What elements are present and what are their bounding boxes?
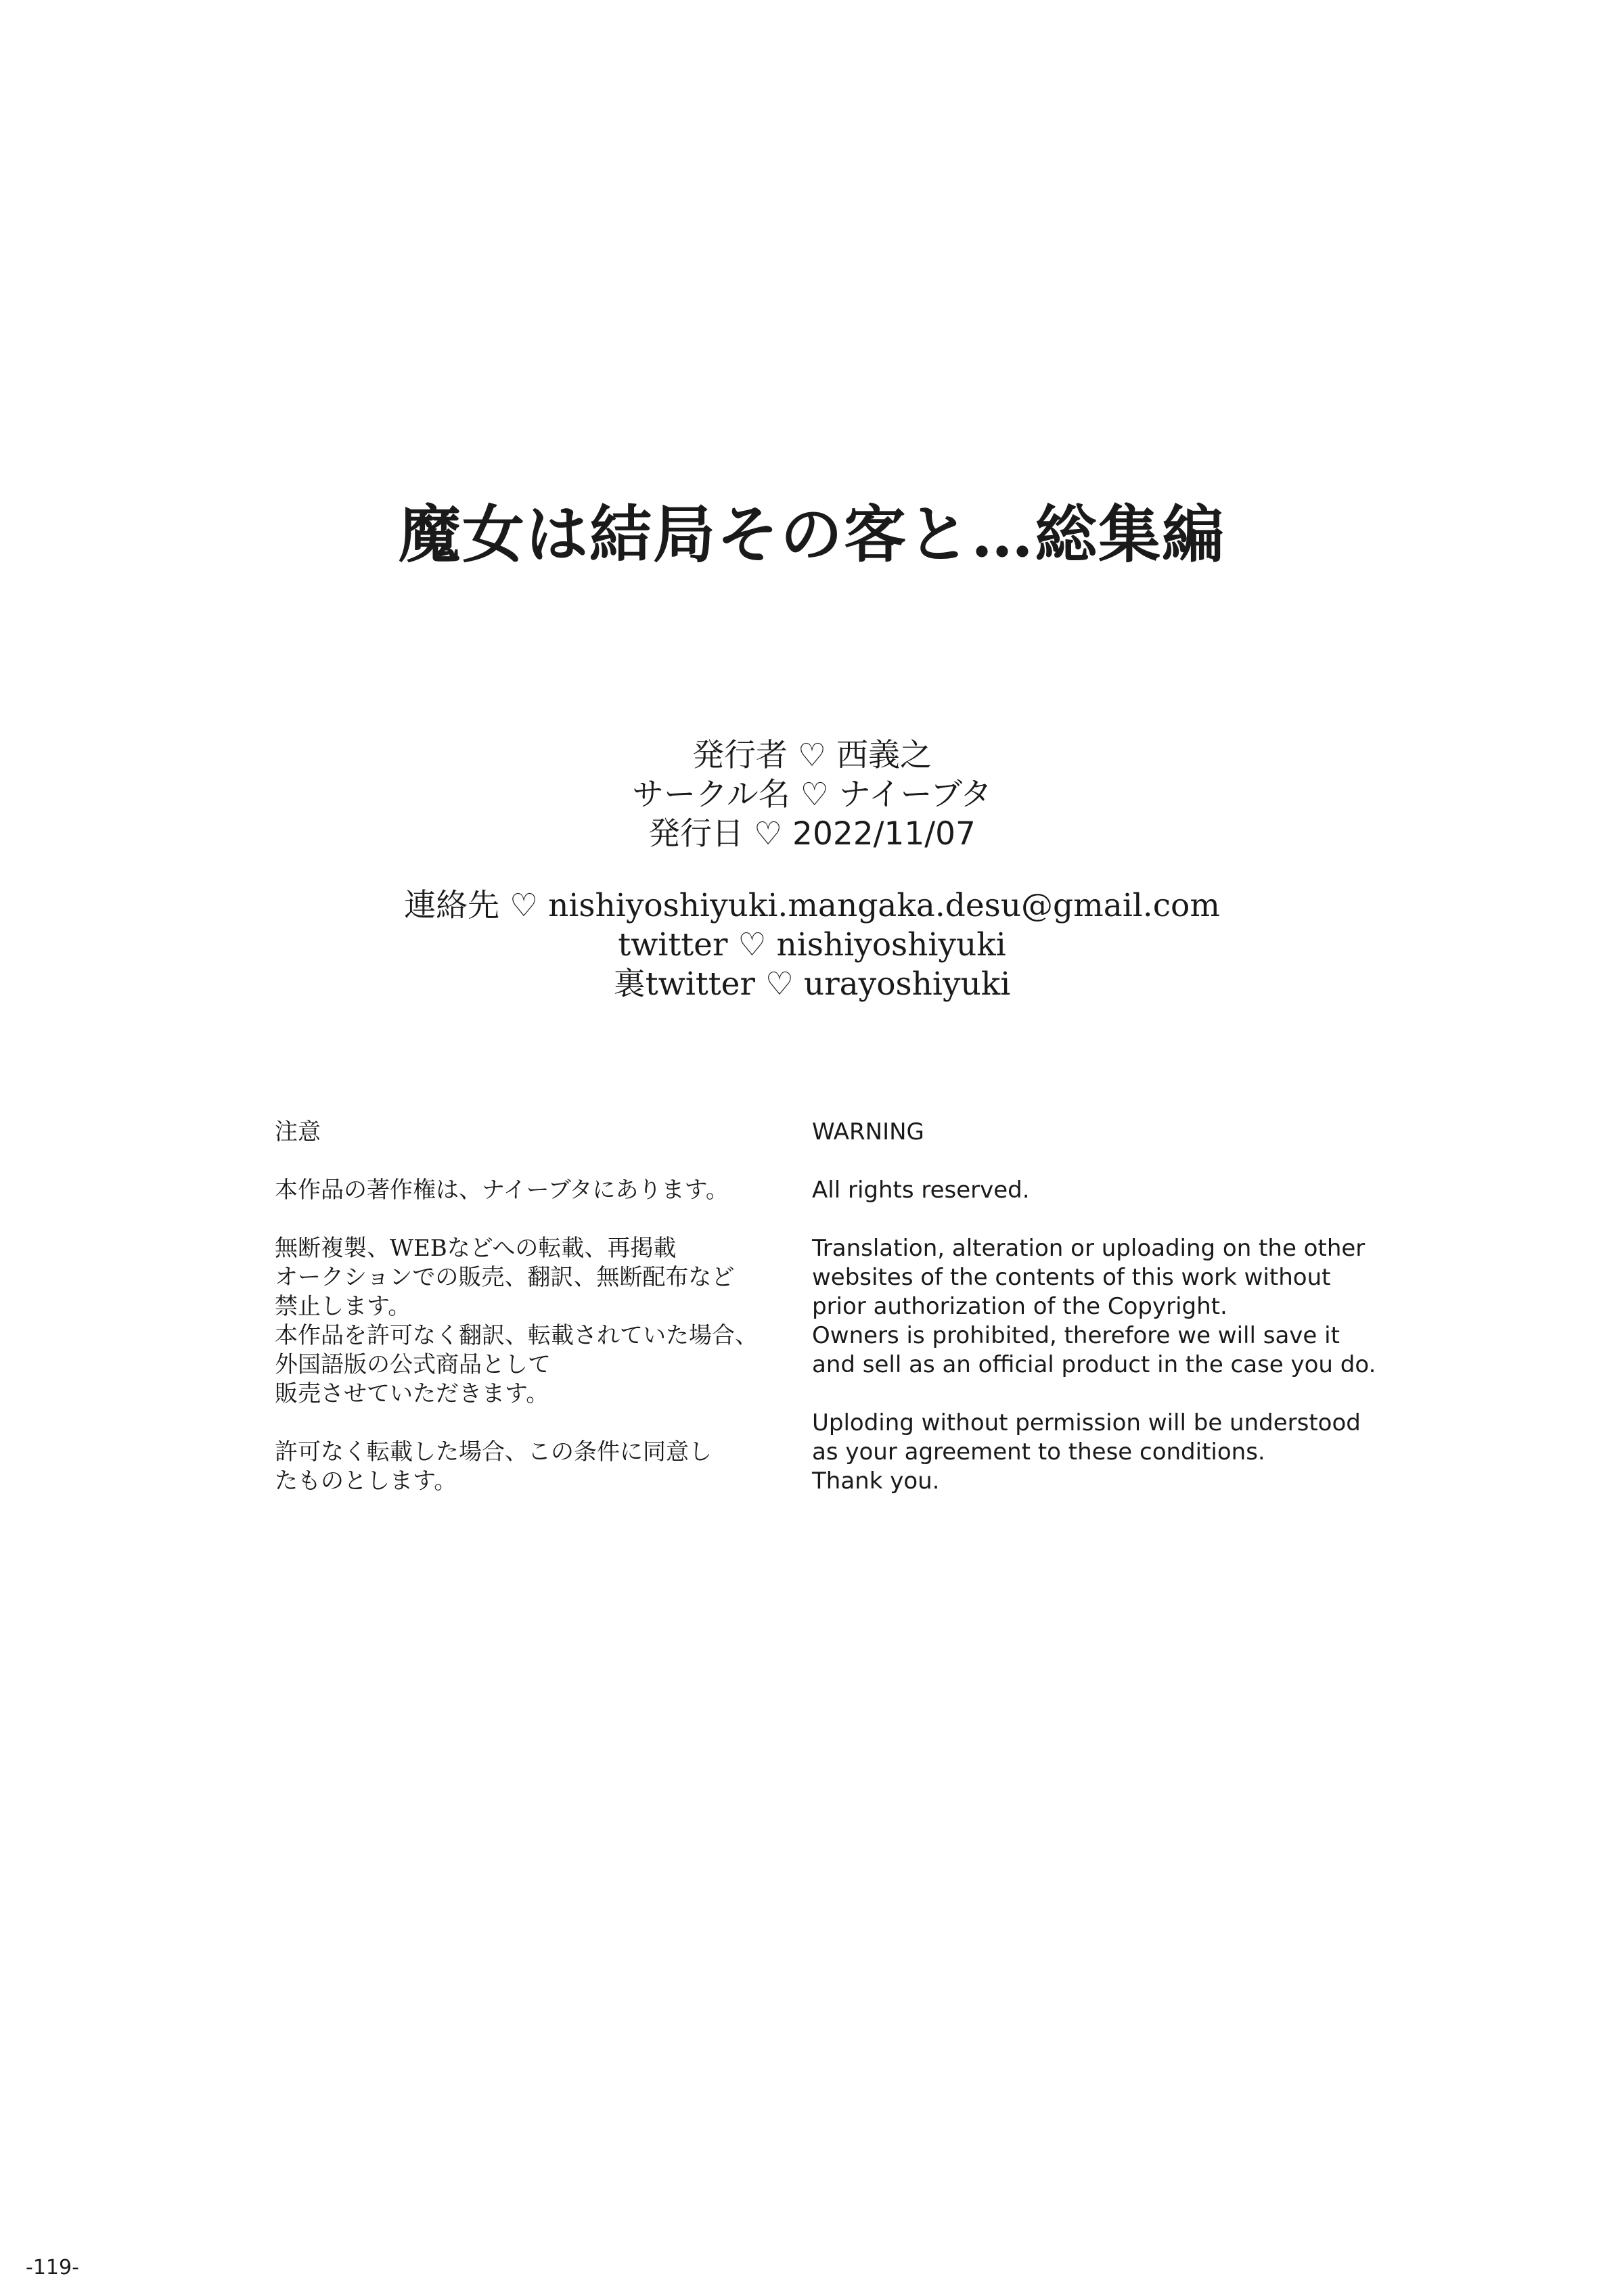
twitter-line: twitter ♡ nishiyoshiyuki (618, 926, 1006, 963)
notice-en-line: prior authorization of the Copyright. (812, 1293, 1227, 1320)
notice-ja-line: 無断複製、WEBなどへの転載、再掲載 (275, 1235, 677, 1262)
notice-en-heading: WARNING (812, 1118, 924, 1145)
notice-ja-paragraph-1 (275, 1176, 775, 1205)
notice-en-line: Owners is prohibited, therefore we will save it (812, 1322, 1340, 1349)
notice-ja-heading: 注意 (275, 1118, 321, 1145)
notice-en-paragraph-1 (812, 1176, 1421, 1205)
notice-ja-line: 禁止します。 (275, 1293, 411, 1320)
notice-en-line: Thank you. (812, 1468, 940, 1495)
notice-en-line: websites of the contents of this work without (812, 1264, 1331, 1291)
book-title: 魔女は結局その客と…総集編 (398, 498, 1225, 571)
notice-en-line: as your agreement to these conditions. (812, 1438, 1265, 1466)
notice-ja-line: 許可なく転載した場合、この条件に同意し (275, 1438, 712, 1466)
publish-date-line: 発行日 ♡ 2022/11/07 (648, 815, 976, 853)
notice-ja-paragraph-3 (275, 1438, 775, 1496)
notice-en-paragraph-2 (812, 1234, 1421, 1380)
notice-ja-line: 外国語版の公式商品として (275, 1351, 551, 1378)
page-number: -119- (26, 2256, 79, 2279)
notice-en-line: and sell as an official product in the case you do. (812, 1351, 1376, 1378)
notice-ja-paragraph-2 (275, 1234, 775, 1409)
contact-email-line: 連絡先 ♡ nishiyoshiyuki.mangaka.desu@gmail.com (404, 887, 1220, 924)
notice-ja-line: 販売させていただきます。 (275, 1380, 549, 1407)
colophon-publication-info (0, 736, 1624, 854)
notice-en-line: Uploding without permission will be understood (812, 1409, 1361, 1436)
notice-ja-line: 本作品の著作権は、ナイーブタにあります。 (275, 1177, 729, 1204)
notice-english (812, 1118, 1421, 1525)
ura-twitter-line: 裏twitter ♡ urayoshiyuki (613, 966, 1011, 1003)
notice-ja-line: たものとします。 (275, 1468, 457, 1495)
notice-en-line: Translation, alteration or uploading on the other (812, 1235, 1366, 1262)
notice-ja-line: オークションでの販売、翻訳、無断配布など (275, 1264, 735, 1291)
circle-name-line: サークル名 ♡ ナイーブタ (632, 776, 992, 813)
notice-ja-line: 本作品を許可なく翻訳、転載されていた場合、 (275, 1322, 758, 1349)
notice-en-line: All rights reserved. (812, 1177, 1030, 1204)
notice-en-paragraph-3 (812, 1409, 1421, 1496)
notice-japanese (275, 1118, 775, 1525)
colophon-contact-info (0, 886, 1624, 1004)
publisher-line: 発行者 ♡ 西義之 (692, 737, 932, 774)
